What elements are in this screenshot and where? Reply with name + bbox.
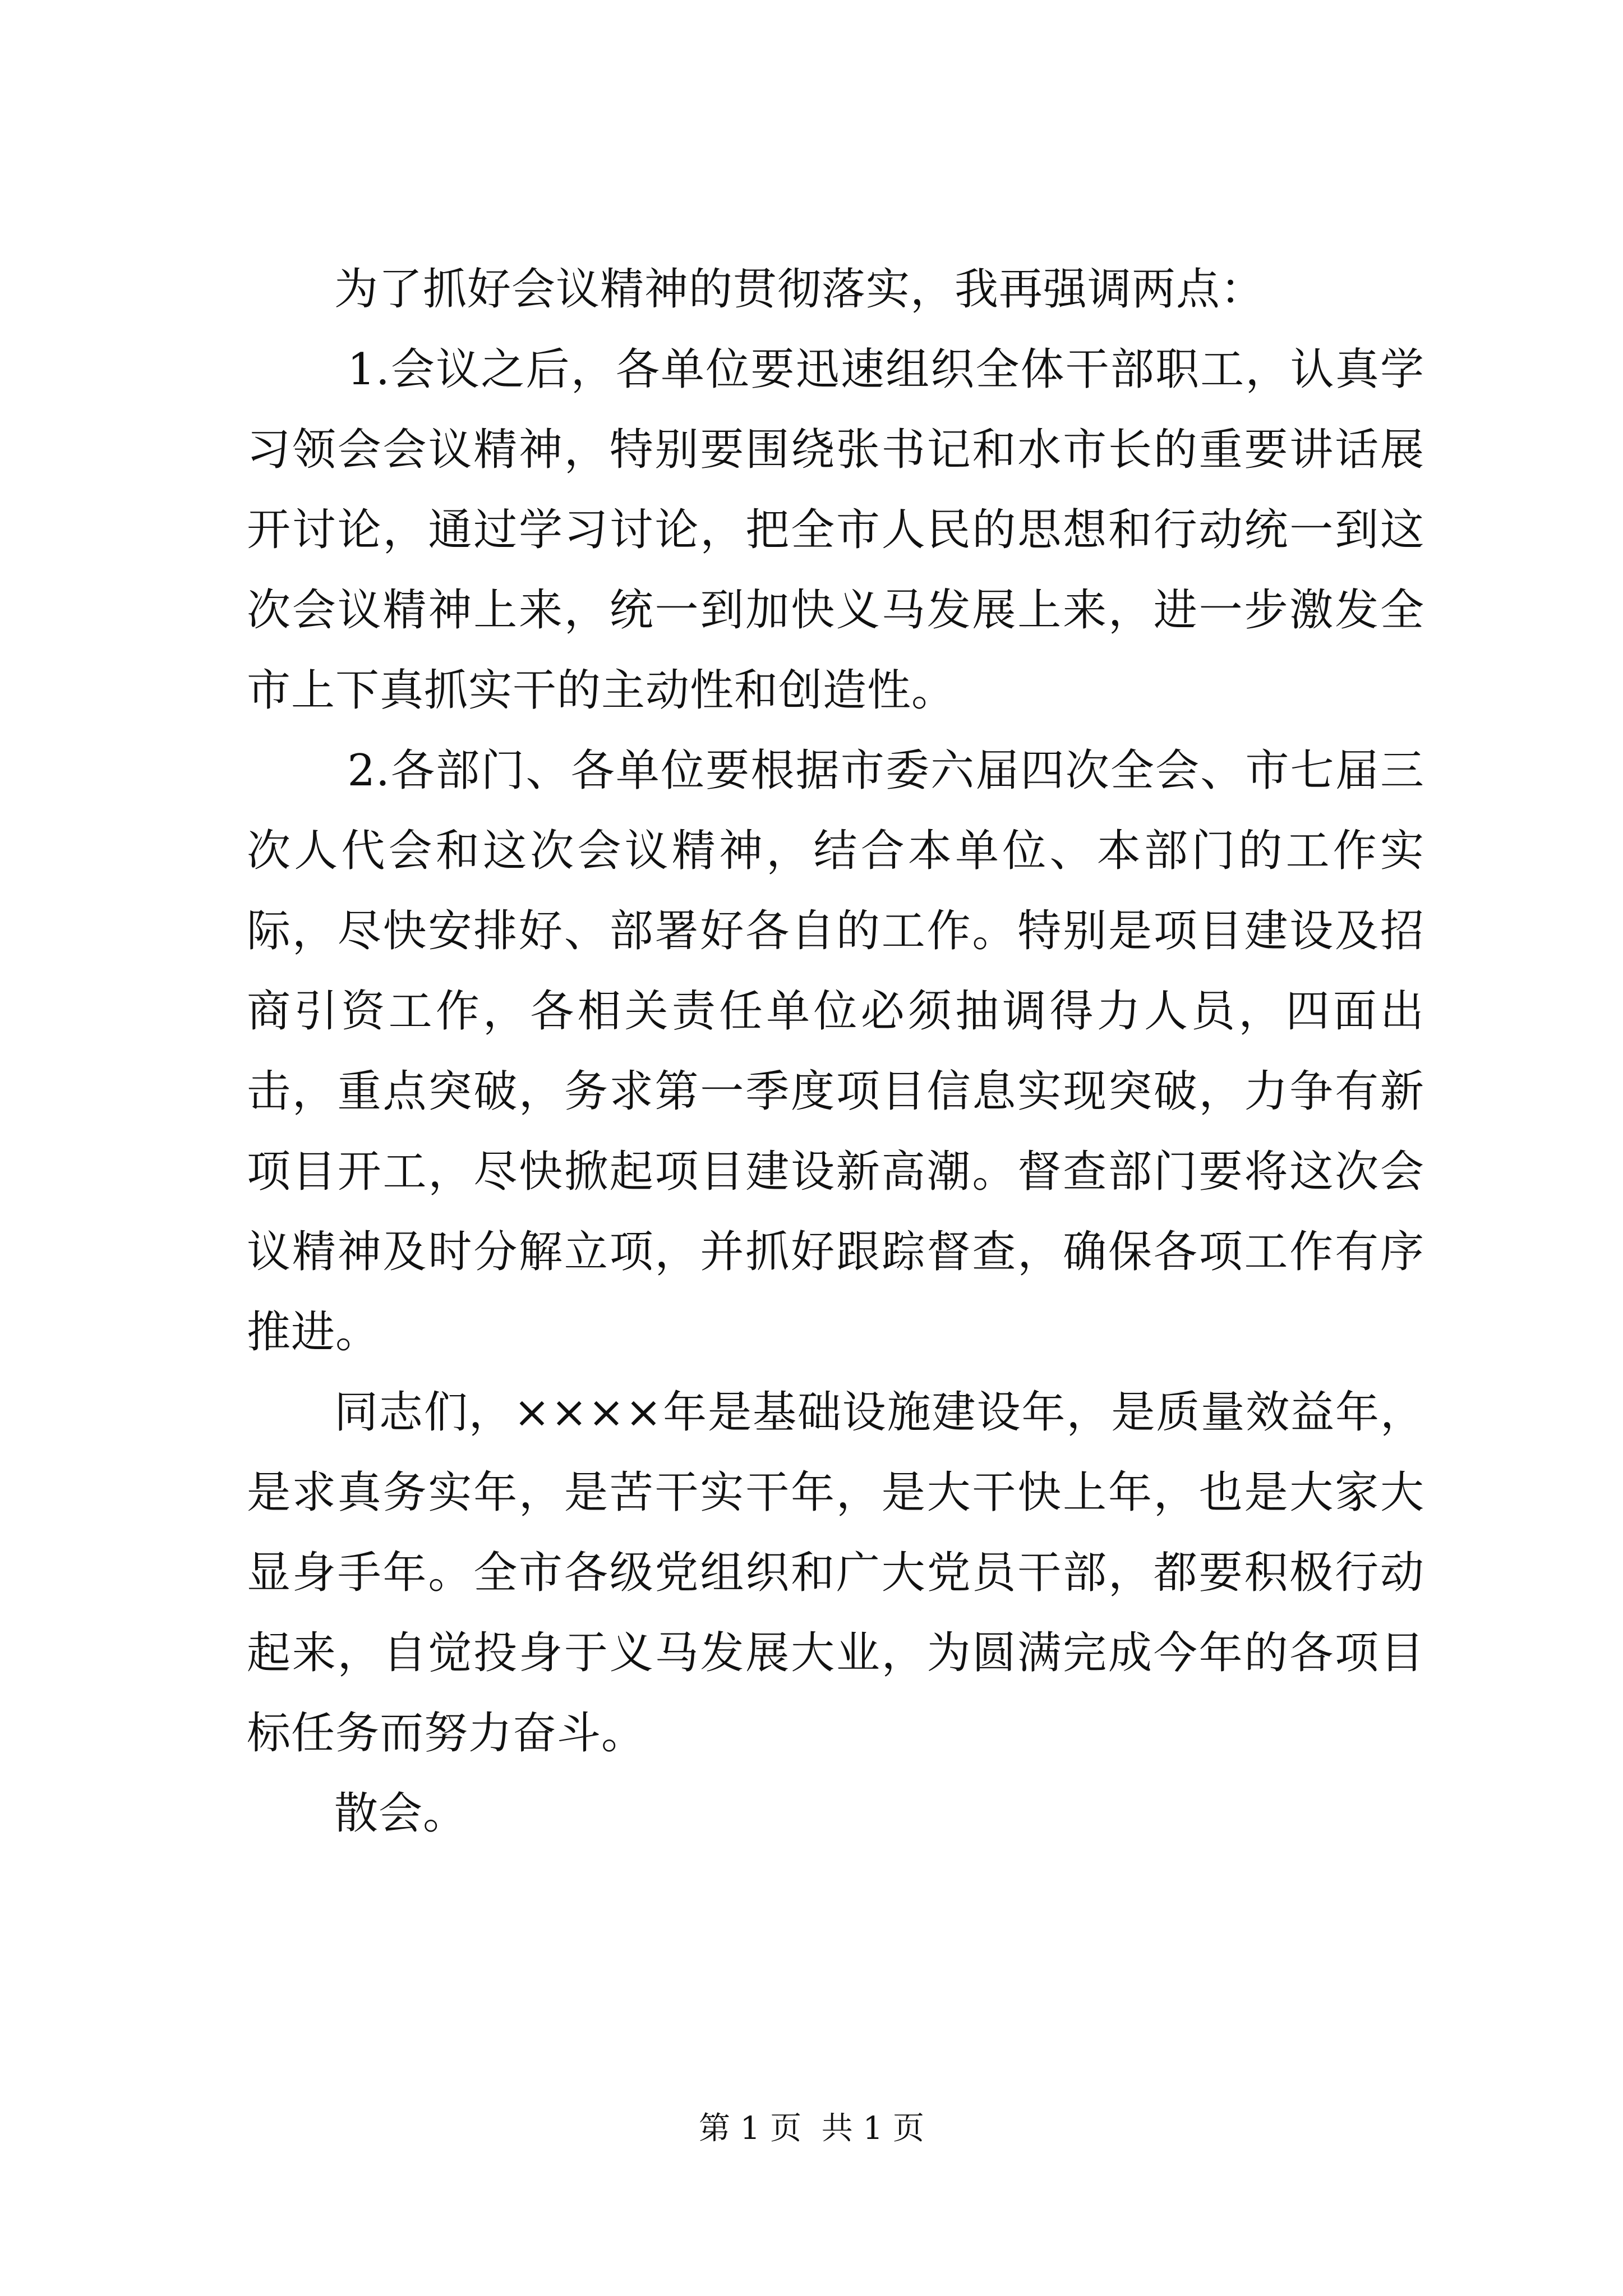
paragraph-point-2: 2.各部门、各单位要根据市委六届四次全会、市七届三次人代会和这次会议精神，结合本单位、本部门的工作实际，尽快安排好、部署好各自的工作。特别是项目建设及招商引资工作，各相关责任单位必须抽调得力人员，四面出击，重点突破，务求第一季度项目信息实现突破，力争有新项目开工，尽快掀起项目建设新高潮。督查部门要将这次会议精神及时分解立项，并抓好跟踪督查，确保各项工作有序推进。 xyxy=(247,746,1424,1358)
page-footer xyxy=(0,2106,1623,2151)
paragraph-adjourn: 散会。 xyxy=(334,1788,468,1839)
paragraph-intro: 为了抓好会议精神的贯彻落实，我再强调两点： xyxy=(334,264,1265,315)
document-body xyxy=(247,250,1424,1854)
paragraph-point-1: 1.会议之后，各单位要迅速组织全体干部职工，认真学习领会会议精神，特别要围绕张书记和水市长的重要讲话展开讨论，通过学习讨论，把全市人民的思想和行动统一到这次会议精神上来，统一到加快义马发展上来，进一步激发全市上下真抓实干的主动性和创造性。 xyxy=(247,344,1424,716)
paragraph-closing: 同志们，××××年是基础设施建设年，是质量效益年，是求真务实年，是苦干实干年，是大干快上年，也是大家大显身手年。全市各级党组织和广大党员干部，都要积极行动起来，自觉投身于义马发展大业，为圆满完成今年的各项目标任务而努力奋斗。 xyxy=(247,1387,1424,1759)
page-number: 第 1 页 共 1 页 xyxy=(698,2110,925,2147)
